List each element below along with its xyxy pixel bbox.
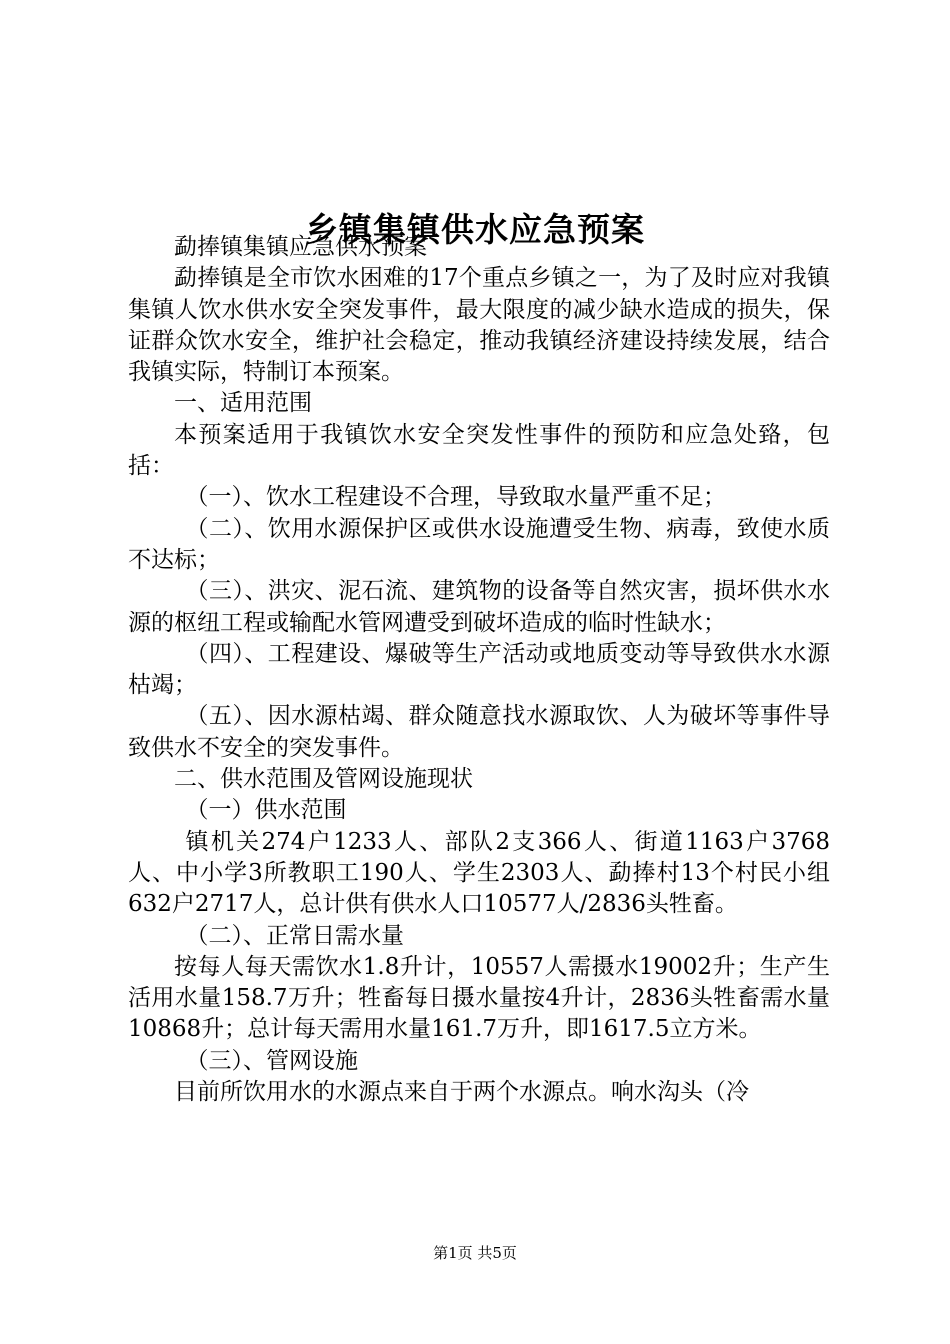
paragraph-daily-demand: 按每人每天需饮水1.8升计，10557人需摄水19002升；生产生活用水量158.7万升；牲畜每日摄水量按4升计，2836头牲畜需水量10868升；总计每天需用水量161.7万升，即1617.5立方米。 [128, 953, 830, 1043]
paragraph-scope: 本预案适用于我镇饮水安全突发性事件的预防和应急处臵，包括： [128, 421, 830, 480]
paragraph-intro: 勐捧镇是全市饮水困难的17个重点乡镇之一，为了及时应对我镇集镇人饮水供水安全突发事件，最大限度的减少缺水造成的损失，保证群众饮水安全，维护社会稳定，推动我镇经济建设持续发展，结合我镇实际，特制订本预案。 [128, 265, 830, 386]
list-item-scope-4: （四）、工程建设、爆破等生产活动或地质变动等导致供水水源枯竭； [128, 640, 830, 699]
section-heading-supply: 二、供水范围及管网设施现状 [174, 766, 473, 793]
paragraph-supply-range: 镇机关274户1233人、部队2支366人、街道1163户3768人、中小学3所教职工190人、学生2303人、勐捧村13个村民小组632户2717人，总计供有供水人口10577人/2836头牲畜。 [128, 828, 830, 918]
document-body [128, 232, 830, 1108]
subheading-supply-range: （一）供水范围 [185, 797, 347, 824]
list-item-scope-5: （五）、因水源枯竭、群众随意找水源取饮、人为破坏等事件导致供水不安全的突发事件。 [128, 703, 830, 761]
page-number-footer: 第1页 共5页 [433, 1244, 517, 1262]
subheading-daily-demand: （二）、正常日需水量 [185, 922, 404, 949]
document-title: 乡镇集镇供水应急预案 [305, 210, 645, 250]
list-item-scope-1: （一）、饮水工程建设不合理，导致取水量严重不足； [185, 484, 726, 511]
section-heading-scope: 一、适用范围 [174, 390, 312, 417]
list-item-scope-2: （二）、饮用水源保护区或供水设施遭受生物、病毒，致使水质不达标； [128, 515, 830, 573]
paragraph-subtitle: 勐捧镇集镇应急供水预案 [174, 234, 427, 260]
subheading-pipe-network: （三）、管网设施 [185, 1047, 358, 1074]
paragraph-pipe-network: 目前所饮用水的水源点来自于两个水源点。响水沟头（冷 [174, 1079, 749, 1106]
list-item-scope-3: （三）、洪灾、泥石流、建筑物的设备等自然灾害，损坏供水水源的枢纽工程或输配水管网遭受到破坏造成的临时性缺水； [128, 578, 830, 636]
